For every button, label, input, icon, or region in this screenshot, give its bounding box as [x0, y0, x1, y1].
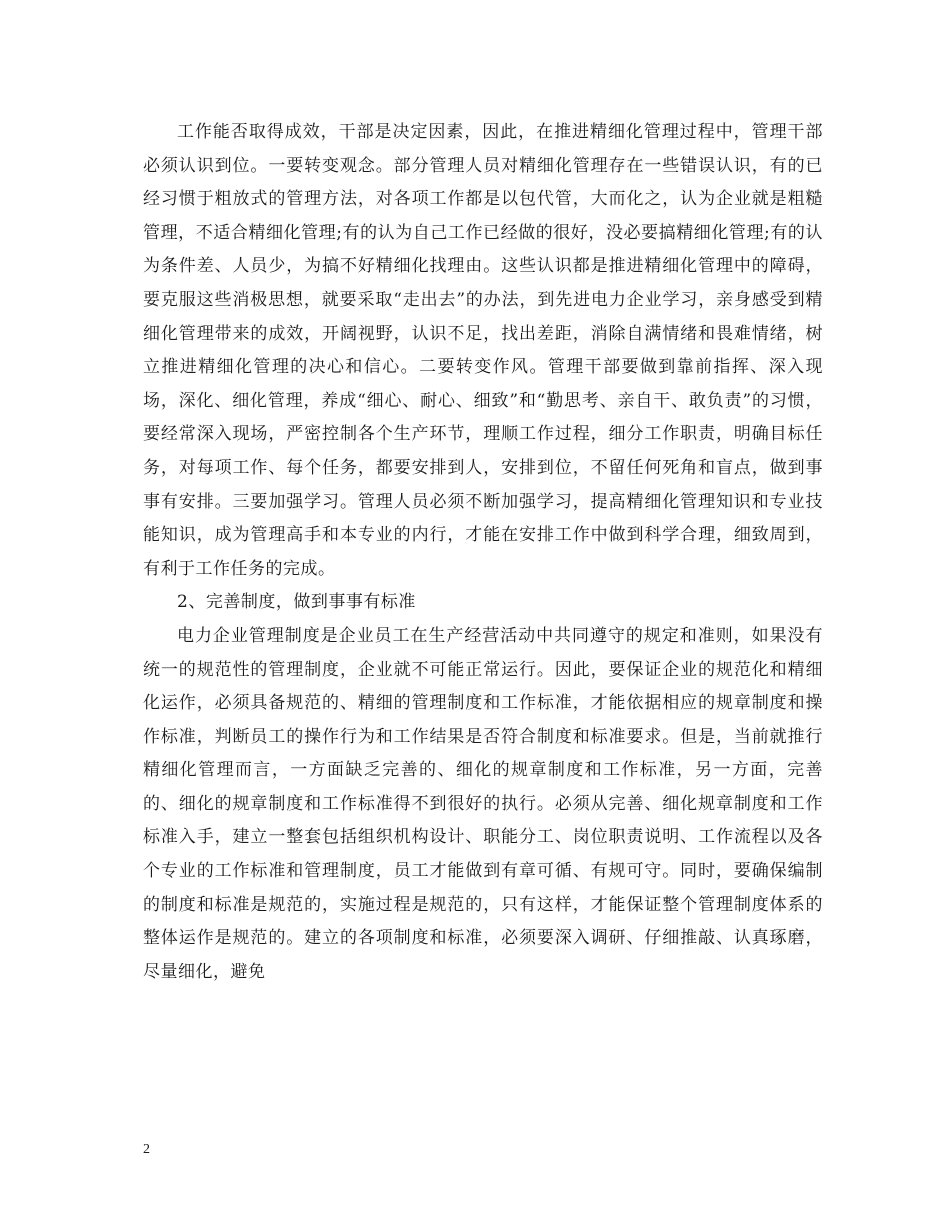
page-number: 2: [143, 1142, 150, 1157]
document-body: [143, 116, 823, 989]
paragraph-management-system: 电力企业管理制度是企业员工在生产经营活动中共同遵守的规定和准则，如果没有统一的规范性的管理制度，企业就不可能正常运行。因此，要保证企业的规范化和精细化运作，必须具备规范的、精细的管理制度和工作标准，才能依据相应的规章制度和操作标准，判断员工的操作行为和工作结果是否符合制度和标准要求。但是，当前就推行精细化管理而言，一方面缺乏完善的、细化的规章制度和工作标准，另一方面，完善的、细化的规章制度和工作标准得不到很好的执行。必须从完善、细化规章制度和工作标准入手，建立一整套包括组织机构设计、职能分工、岗位职责说明、工作流程以及各个专业的工作标准和管理制度，员工才能做到有章可循、有规可守。同时，要确保编制的制度和标准是规范的，实施过程是规范的，只有这样，才能保证整个管理制度体系的整体运作是规范的。建立的各项制度和标准，必须要深入调研、仔细推敲、认真琢磨，尽量细化，避免: [143, 625, 823, 982]
section-heading-improve-system: 2、完善制度，做到事事有标准: [177, 592, 416, 613]
paragraph-cadre-awareness: 工作能否取得成效，干部是决定因素，因此，在推进精细化管理过程中，管理干部必须认识到位。一要转变观念。部分管理人员对精细化管理存在一些错误认识，有的已经习惯于粗放式的管理方法，对各项工作都是以包代管，大而化之，认为企业就是粗糙管理，不适合精细化管理;有的认为自己工作已经做的很好，没必要搞精细化管理;有的认为条件差、人员少，为搞不好精细化找理由。这些认识都是推进精细化管理中的障碍，要克服这些消极思想，就要采取“走出去”的办法，到先进电力企业学习，亲身感受到精细化管理带来的成效，开阔视野，认识不足，找出差距，消除自满情绪和畏难情绪，树立推进精细化管理的决心和信心。二要转变作风。管理干部要做到靠前指挥、深入现场，深化、细化管理，养成“细心、耐心、细致”和“勤思考、亲自干、敢负责”的习惯，要经常深入现场，严密控制各个生产环节，理顺工作过程，细分工作职责，明确目标任务，对每项工作、每个任务，都要安排到人，安排到位，不留任何死角和盲点，做到事事有安排。三要加强学习。管理人员必须不断加强学习，提高精细化管理知识和专业技能知识，成为管理高手和本专业的内行，才能在安排工作中做到科学合理，细致周到，有利于工作任务的完成。: [143, 122, 823, 579]
